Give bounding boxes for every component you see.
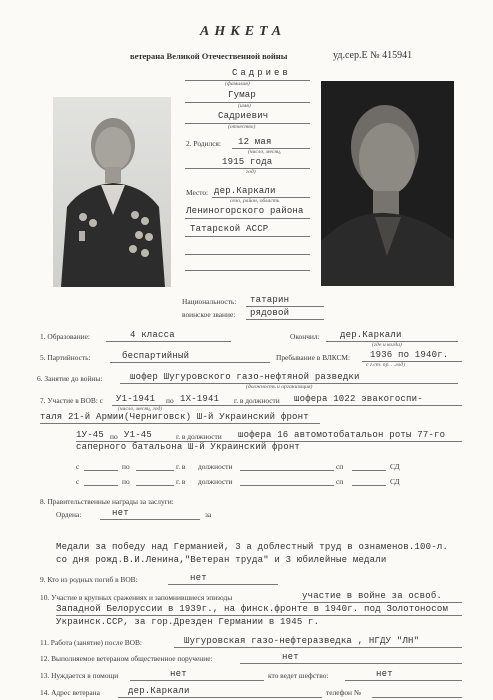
blank-dolzh-1: должности [198,462,233,471]
blank-c-line-1 [84,470,118,471]
blank-sp-line-2a [300,485,334,486]
finished-caption: (где и когда) [372,342,402,348]
public-label: 12. Выполняемое ветераном общественное поручение: [40,654,213,663]
blank-sp-2: сп [336,477,344,486]
help-label: 13. Нуждается в помощи [40,671,119,680]
blank-sp-line-2b [352,485,386,486]
nationality-line [246,306,324,307]
blank-po-2: по [122,477,130,486]
young-portrait-icon [321,81,454,286]
service-position-label-2: г. в должности [176,432,222,441]
komsomol-label: Пребывание в ВЛКСМ: [276,353,351,362]
occupation-caption: (должность и организация) [246,384,313,390]
orders-value: нет [112,508,129,518]
blank-c-line-2 [84,485,118,486]
finished-value: дер.Каркали [340,330,402,340]
orders-za-label: за [205,510,212,519]
blank-c-2: с [76,477,80,486]
service-position-2: шофера 16 автомотобатальон роты 77-го [238,430,446,440]
surname-caption: (фамилия) [225,81,250,87]
republic-line [185,236,310,237]
relatives-value: нет [190,573,207,583]
education-label: 1. Образование: [40,332,90,341]
public-value: нет [282,652,299,662]
public-line [240,663,462,664]
blank-line-a [185,254,310,255]
komsomol-caption: с г.ст. пр. . .год) [366,362,405,368]
occupation-label: 6. Занятие до войны: [37,374,103,383]
rank-line [246,319,324,320]
help-line [130,680,264,681]
service-to-label: по [166,396,174,405]
battles-label: 10. Участие в крупных сражениях и запомнившиеся эпизоды [40,593,233,602]
blank-sp-line-1a [300,470,334,471]
party-value: беспартийный [122,351,190,361]
patronymic-value: Садриевич [218,111,269,121]
medals-line-2: со дня рожд.В.И.Ленина,"Ветеран труда" и 3 юбилейные медали [56,555,387,565]
name-value: Гумар [228,90,257,100]
place-label: Место: [186,188,209,197]
blank-g-2: г. в [176,477,186,486]
education-line [106,341,231,342]
blank-sd-1: СД [390,462,400,471]
born-date: 12 мая [238,137,272,147]
district-line [185,218,310,219]
service-from-1: У1-1941 [116,394,156,404]
battles-line-1: участие в войне за освоб. [302,591,443,601]
orders-line [100,519,200,520]
place-district: Лениногорского района [186,206,304,216]
patron-value: нет [376,669,393,679]
party-label: 5. Партийность: [40,353,91,362]
year-caption: год) [246,169,256,175]
orders-label: Ордена: [56,510,82,519]
blank-po-line-2 [136,485,174,486]
veteran-photo-young [321,81,454,286]
work-label: 11. Работа (занятие) после ВОВ: [40,638,142,647]
battles-line-3: Украинск.ССР, за гор.Дрезден Германии в 1945 г. [56,617,320,627]
work-value: Шугуровская газо-нефтеразведка , НГДУ "ЛН" [184,636,420,646]
party-line [110,362,270,363]
nationality-label: Национальность: [182,297,237,306]
service-line-1 [112,405,462,406]
service-underline-2 [40,423,320,424]
service-to-2: У1-45 [124,430,153,440]
blank-line-b [185,270,310,271]
blank-dolzh-2: должности [198,477,233,486]
service-caption: (число, месяц, год) [118,406,163,412]
work-line [174,647,462,648]
address-label: 14. Адрес ветерана [40,688,100,697]
relatives-label: 9. Кто из родных погиб в ВОВ: [40,575,138,584]
help-value: нет [170,669,187,679]
place-republic: Татарской АССР [190,224,269,234]
nationality-value: татарин [250,295,290,305]
elderly-portrait-icon [53,97,171,287]
blank-g-1: г. в [176,462,186,471]
blank-sp-1: сп [336,462,344,471]
form-subtitle: ветерана Великой Отечественной войны [130,51,288,61]
born-label: 2. Родился: [186,139,221,148]
veteran-photo-elderly [53,97,171,287]
name-caption: (имя) [238,103,251,109]
service-from-2: 1У-45 [76,430,105,440]
address-value: дер.Каркали [128,686,190,696]
rank-value: рядовой [250,308,290,318]
occupation-value: шофер Шугуровского газо-нефтяной разведки [130,372,360,382]
komsomol-value: 1936 по 1940г. [370,350,449,360]
medals-line-1: Медали за победу над Германией, 3 а доблестный труд в ознаменов.100-л. [56,542,449,552]
blank-c-1: с [76,462,80,471]
patron-line [345,680,462,681]
relatives-line [168,584,278,585]
education-value: 4 класса [130,330,175,340]
battles-line-2: Западной Белоруссии в 1939г., на финск.фронте в 1940г. под Золотоносом [56,604,449,614]
service-position-1: шофера 1022 эвакогоспи- [294,394,423,404]
phone-line [372,697,462,698]
place-village: дер.Каркали [214,186,276,196]
rank-label: воинское звание: [182,310,236,319]
blank-po-1: по [122,462,130,471]
service-position-label: г. в должности [234,396,280,405]
form-title: АНКЕТА [200,24,287,39]
battles-underline-1 [300,602,462,603]
place-caption: село, район, область [230,198,280,204]
blank-sp-line-1b [352,470,386,471]
service-line-2: таля 21-й Армии(Черниговск) Ш-й Украинский фронт [40,412,309,422]
address-line [118,697,322,698]
phone-label: телефон № [326,688,361,697]
born-year: 1915 года [222,157,273,167]
service-to-1: 1Х-1941 [180,394,220,404]
service-to-label-2: по [110,432,118,441]
patronymic-caption: (отчество) [228,124,256,130]
finished-label: Окончил: [290,332,320,341]
blank-sd-2: СД [390,477,400,486]
service-line-4: саперного батальона Ш-й Украинский фронт [76,442,301,452]
service-label: 7. Участие в ВОВ: с [40,396,103,405]
patron-label: кто ведет шефство: [268,671,329,680]
awards-label: 8. Правительственные награды за заслуги: [40,497,174,506]
certificate-serial: уд.сер.Е № 415941 [333,50,413,61]
blank-po-line-1 [136,470,174,471]
born-caption: (число, месяц, [248,149,282,155]
battles-underline-2 [56,615,462,616]
surname-value: Садриев [232,68,291,78]
